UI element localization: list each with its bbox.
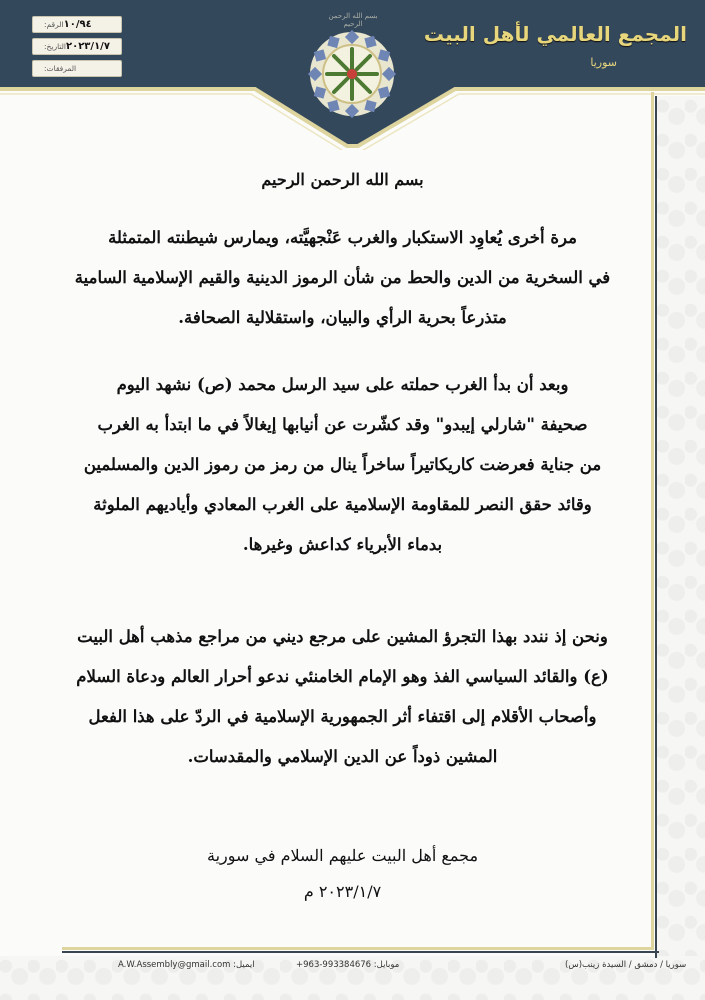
frame-dark-line-vertical [655,96,657,958]
basmala-heading: بسم الله الرحمن الرحيم [261,170,424,189]
reference-attachments-field [32,60,122,77]
paragraph-line: متذرعاً بحرية الرأي والبيان، واستقلالية الصحافة. [178,308,507,327]
frame-dark-line-horizontal [62,951,659,953]
organization-name: المجمع العالمي لأهل البيت [423,22,687,46]
paragraph-line: ونحن إذ نندد بهذا التجرؤ المشين على مرجع ديني من مراجع مذهب أهل البيت [77,627,608,646]
paragraph-line: (ع) والقائد السياسي الفذ وهو الإمام الخامنئي ندعو أحرار العالم ودعاة السلام [76,667,609,686]
reference-number-label: الرقم: [44,20,64,29]
paragraph-line: في السخرية من الدين والحط من شأن الرموز الدينية والقيم الإسلامية السامية [74,268,611,287]
signature-organization: مجمع أهل البيت عليهم السلام في سورية [206,846,479,865]
footer-phone: +963-993384676 :موبايل [296,960,400,970]
reference-number-value: ١٠/٩٤ [63,19,92,30]
paragraph-line: بدماء الأبرياء كداعش وغيرها. [242,535,443,554]
organization-country: سوريا [590,56,617,69]
paragraph-2 [40,365,645,565]
paragraph-line: صحيفة "شارلي إيبدو" وقد كشّرت عن أنيابها إيغالاً في ما ابتدأ به الغرب [97,415,588,434]
paragraph-3 [40,617,645,777]
footer-email: A.W.Assembly@gmail.com :ايميل [118,960,255,970]
frame-gold-line-vertical [651,92,654,950]
reference-date-label: التاريخ: [44,42,66,51]
reference-date-value: ٢٠٢٣/١/٧ [66,41,110,52]
decorative-pattern-right [657,96,705,1000]
signature-date: ٢٠٢٣/١/٧ م [303,882,382,901]
header-bismillah-calligraphy: بسم الله الرحمن الرحيم [328,12,378,28]
footer-address: سوريا / دمشق / السيدة زينب(س) [565,960,687,970]
paragraph-line: مرة أخرى يُعاوِد الاستكبار والغرب عَنْجهيَّته، ويمارس شيطنته المتمثلة [108,228,577,247]
paragraph-1 [40,218,645,338]
reference-attachments-label: المرفقات: [44,64,77,73]
reference-date-field [32,38,122,55]
paragraph-line: وأصحاب الأقلام إلى اقتفاء أثر الجمهورية الإسلامية في الردّ على هذا الفعل [88,707,597,726]
signature-block [40,838,645,910]
letterhead-footer [0,960,705,976]
paragraph-line: المشين ذوداً عن الدين الإسلامي والمقدسات. [187,747,498,766]
letterhead-header [0,0,705,150]
frame-gold-line-horizontal [62,947,654,950]
reference-number-field [32,16,122,33]
paragraph-line: وبعد أن بدأ الغرب حملته على سيد الرسل محمد (ص) نشهد اليوم [116,375,569,394]
paragraph-line: من جناية فعرضت كاريكاتيراً ساخراً ينال من رمز من رموز الدين والمسلمين [83,455,602,474]
paragraph-line: وقائد حقق النصر للمقاومة الإسلامية على الغرب المعادي وأياديهم الملوثة [93,495,592,514]
